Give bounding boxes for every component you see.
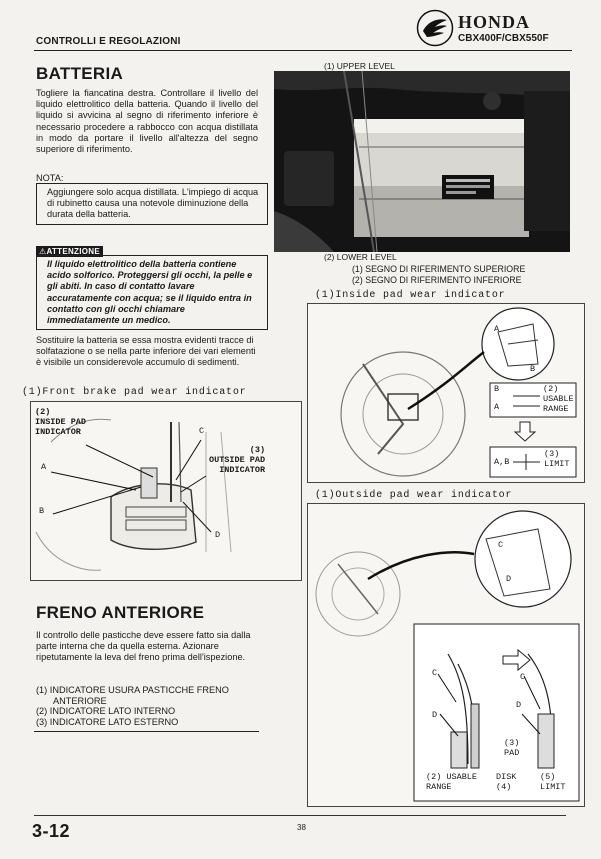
inside-label-a-small: A (494, 402, 500, 412)
outside-limit-label: (5) LIMIT (540, 772, 566, 792)
page-index: 38 (297, 823, 306, 832)
battery-photo (274, 71, 570, 252)
front-brake-pad-figure (30, 401, 302, 581)
brake-heading: FRENO ANTERIORE (36, 603, 205, 622)
brake-paragraph: Il controllo delle pasticche deve essere fatto sia dalla parte interna che da quella esterna. Azionare ripetutamente la leva del freno prima dell'ispezione. (36, 630, 251, 663)
front-label-b: B (39, 506, 45, 516)
note-label: NOTA: (36, 173, 64, 183)
battery-paragraph-2: Sostituire la batteria se essa mostra evidenti tracce di solfatazione o se nella parte inferiore dei vari elementi è visibile un considerevole accumulo di sedimenti. (36, 335, 256, 368)
inside-ab-label: A,B (494, 457, 510, 467)
model-name: CBX400F/CBX550F (458, 33, 549, 44)
caption-lower: (2) SEGNO DI RIFERIMENTO INFERIORE (352, 275, 522, 285)
outside-pad-wear-figure (307, 503, 585, 807)
inside-usable-range-label: (2) USABLE RANGE (543, 384, 574, 414)
brake-legend-item-1: (1) INDICATORE USURA PASTICCHE FRENO (36, 685, 229, 695)
front-inside-pad-label: (2) INSIDE PAD INDICATOR (35, 407, 87, 437)
page-number: 3-12 (32, 821, 71, 841)
front-brake-figure-title: (1)Front brake pad wear indicator (22, 387, 247, 398)
outside-pad-figure-title: (1)Outside pad wear indicator (315, 490, 513, 501)
outside-usable-range-label: (2) USABLE RANGE (426, 772, 478, 792)
warning-label: ATTENZIONE (46, 247, 100, 256)
battery-paragraph: Togliere la fiancatina destra. Controllare il livello del liquido elettrolitico della batteria. Quando il livello del liquido si avvicina al segno di riferimento inferiore è necessario procedere a rabbocco con acqua distillata in modo da portare il livello all'altezza del segno superiore di riferimento. (36, 88, 258, 155)
outside-label-d: D (506, 574, 512, 584)
photo-caption (352, 264, 525, 286)
outside-pad-label: (3) PAD (504, 738, 520, 758)
brake-legend-list (36, 685, 266, 727)
note-box: Aggiungere solo acqua distillata. L'impiego di acqua di rubinetto causa una notevole diminuzione della durata della batteria. (36, 183, 268, 225)
outside-disk-label: DISK (4) (496, 772, 517, 792)
front-label-a: A (41, 462, 47, 472)
inside-limit-label: (3) LIMIT (544, 449, 570, 469)
caption-upper: (1) SEGNO DI RIFERIMENTO SUPERIORE (352, 264, 526, 274)
legend-rule (34, 731, 259, 732)
inside-label-a: A (494, 324, 500, 334)
warning-badge: ⚠ATTENZIONE (36, 246, 103, 257)
warning-box: Il liquido elettrolitico della batteria contiene acido solforico. Proteggersi gli occhi, la pelle e gli abiti. In caso di contatto lavare accuratamente con acqua; se il liquido entra in contatto con gli occhi chiamare immediatamente un medico. (36, 255, 268, 330)
front-label-c: C (199, 426, 205, 436)
outside-label-c-right: C (520, 672, 526, 682)
footer-rule (34, 815, 566, 816)
front-outside-pad-label: (3) OUTSIDE PAD INDICATOR (209, 445, 266, 475)
outside-pad-illustration (308, 504, 584, 806)
brand-name: HONDA (458, 12, 530, 32)
lower-level-label: (2) LOWER LEVEL (324, 252, 397, 262)
outside-label-d-left: D (432, 710, 438, 720)
inside-pad-figure-title: (1)Inside pad wear indicator (315, 290, 506, 301)
outside-label-c: C (498, 540, 504, 550)
outside-label-d-right: D (516, 700, 522, 710)
front-label-d: D (215, 530, 221, 540)
section-header-title: CONTROLLI E REGOLAZIONI (36, 36, 181, 47)
header-rule (34, 50, 572, 51)
inside-label-b: B (530, 364, 536, 374)
brake-legend-item-1-cont: ANTERIORE (53, 695, 107, 706)
upper-level-label: (1) UPPER LEVEL (324, 61, 395, 71)
inside-label-b-small: B (494, 384, 500, 394)
outside-label-c-left: C (432, 668, 438, 678)
brake-legend-item-3: (3) INDICATORE LATO ESTERNO (36, 716, 179, 727)
honda-wing-logo (416, 9, 454, 47)
brake-legend-item-2: (2) INDICATORE LATO INTERNO (36, 706, 176, 717)
battery-heading: BATTERIA (36, 64, 124, 83)
inside-pad-wear-figure (307, 303, 585, 483)
